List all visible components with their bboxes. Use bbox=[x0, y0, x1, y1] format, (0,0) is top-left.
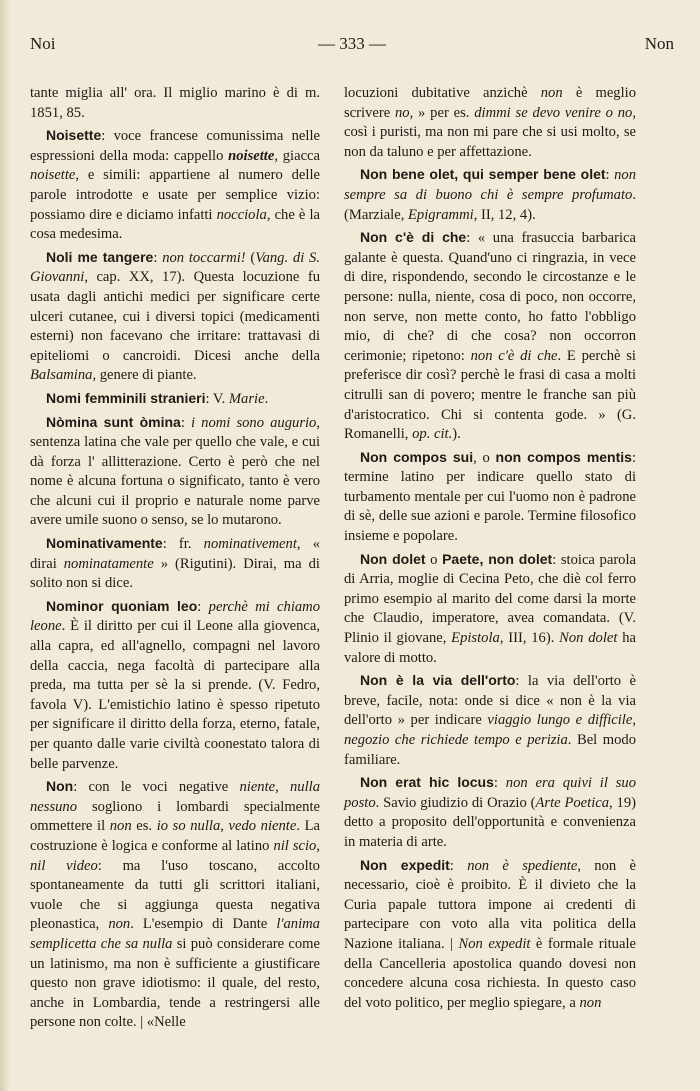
entry-text: è meglio scrivere bbox=[344, 85, 636, 121]
entry-text: Non dolet bbox=[559, 630, 618, 647]
entry-text: noisette bbox=[228, 147, 275, 164]
entry-text: : fr. bbox=[162, 536, 204, 553]
entry-headword: Non c'è di che bbox=[360, 229, 467, 246]
entry-text: : bbox=[605, 167, 615, 184]
entry-text: : con le voci negative bbox=[73, 779, 240, 796]
page-number: — 333 — bbox=[318, 34, 386, 53]
entry-text: es. bbox=[131, 818, 157, 835]
entry-text: : bbox=[493, 775, 506, 792]
entry-headword: Non bene olet, qui semper bene olet bbox=[360, 166, 606, 183]
entry-text: » (Rigutini). Dirai, ma di solito non si dice. bbox=[30, 555, 320, 592]
dictionary-entry-non bbox=[30, 777, 320, 1033]
entry-text: perchè mi chiamo leone bbox=[30, 598, 321, 635]
entry-text: non bbox=[540, 85, 563, 101]
entry-text: op. cit. bbox=[412, 426, 453, 443]
entry-text: i nomi sono augurio bbox=[191, 414, 317, 431]
entry-text: . L'esempio di Dante bbox=[130, 916, 277, 933]
entry-text: , non è necessario, cioè è proibito. È il divieto che la Curia papale tuttora impone ai credenti di partecipare con voto alla vita politica della Nazione italiana. | bbox=[344, 857, 636, 952]
entry-text: o bbox=[425, 551, 443, 568]
entry-text: nil video bbox=[30, 857, 98, 874]
entry-text: Arte Poetica bbox=[535, 794, 610, 811]
entry-text: , bbox=[316, 837, 320, 854]
entry-text: , bbox=[275, 779, 290, 796]
entry-text: nil scio bbox=[273, 837, 317, 854]
entry-text: Marie bbox=[228, 390, 265, 407]
dictionary-entry-non-e-la-via bbox=[344, 671, 636, 770]
dictionary-entry-nomina bbox=[30, 413, 320, 532]
entry-headword: Non bbox=[46, 778, 74, 795]
entry-headword: Noisette bbox=[46, 127, 102, 144]
entry-text: Epistola bbox=[451, 630, 500, 647]
dictionary-entry-non-bene-olet bbox=[344, 165, 636, 225]
entry-text: io so nulla bbox=[156, 818, 221, 835]
entry-text: : la via dell'orto è breve, facile, nota: onde si dice « non è la via dell'orto » per indicare bbox=[344, 673, 636, 729]
entry-text: si può considerare come un latinismo, ma non è sufficiente a giustificare questo non grave idiotismo: il quale, del resto, anche in Lombardia, tende a restringersi alle persone non colte. | «Nelle bbox=[30, 935, 321, 1031]
entry-headword: Non expedit bbox=[360, 856, 450, 873]
entry-text: , » per es. bbox=[409, 104, 475, 121]
entry-text: , sentenza latina che vale per quello che vale, e cui dà forza l' allitterazione. Certo è però che nel nome è alcuna fortuna o significato, tanto è vero che alcuni cui il proprio e naturale nome parve avere umile suono o senso, se lo mutarono. bbox=[30, 414, 321, 529]
entry-text: non bbox=[109, 818, 132, 835]
entry-headword: Nomi femminili stranieri bbox=[46, 389, 206, 406]
entry-text: , giacca bbox=[274, 147, 321, 164]
entry-text: l'anima semplicetta che sa nulla bbox=[30, 916, 320, 952]
entry-text: , cap. XX, 17). Questa locuzione fu usata dagli antichi medici per significare certe ulceri cutanee, cui i diversi topici (medicamenti esterni) non facevano che irritare: trattavasi di epiteliomi o cancroidi. Dicesi anche della bbox=[30, 269, 320, 364]
entry-headword: non compos mentis bbox=[495, 448, 632, 465]
entry-text: noisette bbox=[30, 167, 76, 184]
entry-text: ha valore di motto. bbox=[344, 630, 636, 666]
entry-headword: Paete, non dolet bbox=[442, 550, 553, 567]
entry-headword: Nòmina sunt òmina bbox=[46, 413, 181, 430]
entry-text: nulla nessuno bbox=[30, 779, 320, 815]
entry-headword: Nominor quoniam leo bbox=[46, 597, 198, 614]
entry-text: Epigrammi bbox=[408, 206, 474, 223]
entry-text: viaggio lungo e difficile bbox=[487, 712, 633, 729]
entry-text: Balsamina bbox=[30, 367, 93, 384]
entry-text: nocciola bbox=[216, 206, 267, 223]
dictionary-entry-noli bbox=[30, 248, 320, 386]
entry-text: , II, 12, 4). bbox=[473, 206, 536, 223]
entry-headword: Nominativamente bbox=[46, 535, 163, 552]
entry-text: , bbox=[220, 818, 229, 835]
entry-headword: Non è la via dell'orto bbox=[360, 672, 516, 689]
entry-text: ). bbox=[452, 426, 461, 443]
entry-text: , 19) detto a proposito dell'opportunità e convenienza in materia di arte. bbox=[344, 794, 636, 850]
entry-text: : voce francese comunissima nelle espressioni della moda: cappello bbox=[30, 128, 320, 164]
dictionary-entry-nomi bbox=[30, 389, 320, 410]
entry-text: no bbox=[395, 104, 410, 121]
entry-text: niente bbox=[239, 779, 276, 796]
dictionary-entry-non-ce-di-che bbox=[344, 228, 636, 445]
entry-text: non c'è di che bbox=[470, 347, 558, 364]
entry-text: ( bbox=[245, 249, 256, 266]
entry-text: non è spediente bbox=[467, 857, 578, 874]
entry-text: non toccarmi! bbox=[162, 249, 246, 266]
entry-text: è formale rituale della Cancelleria apostolica quando dovesi non concedere alcuna cosa richiesta. In questo caso del voto politico, per meglio spiegare, a bbox=[344, 935, 636, 1011]
entry-text: nominativement bbox=[203, 536, 297, 553]
running-head-right: Non bbox=[644, 34, 674, 53]
entry-text: : ma l'uso toscano, accolto spontaneamente da tutti gli scrittori italiani, vuole che si aggiunga questa negativa pleonastica, bbox=[30, 857, 320, 933]
entry-text: , o bbox=[473, 449, 496, 466]
entry-headword: Non dolet bbox=[360, 550, 426, 567]
entry-text: nominatamente bbox=[63, 555, 154, 572]
entry-text: : bbox=[449, 857, 468, 874]
dictionary-entry-non-compos bbox=[344, 448, 636, 547]
entry-headword: Non compos sui bbox=[360, 448, 474, 465]
dictionary-entry-non-erat bbox=[344, 773, 636, 852]
entry-text: , « dirai bbox=[30, 536, 321, 572]
entry-headword: Noli me tangere bbox=[46, 248, 154, 265]
dictionary-entry-non-dolet bbox=[344, 550, 636, 669]
dictionary-entry-non-expedit bbox=[344, 856, 636, 1014]
dictionary-entry-noisette bbox=[30, 126, 320, 245]
entry-text: . bbox=[264, 390, 269, 407]
entry-text: , III, 16). bbox=[499, 630, 560, 647]
dictionary-entry-cont bbox=[30, 84, 320, 123]
entry-text: Vang. di S. Giovanni bbox=[30, 249, 321, 286]
entry-text: locuzioni dubitative anzichè bbox=[344, 85, 541, 101]
entry-text: : bbox=[153, 249, 163, 266]
right-column bbox=[344, 84, 636, 1016]
entry-text: : bbox=[197, 598, 209, 615]
entry-text: . Bel modo familiare. bbox=[344, 732, 636, 768]
entry-text: : termine latino per indicare quello stato di turbamento mentale per cui l'uomo non è padrone di sè, delle sue azioni e parole. Termine filosofico insieme e popolare. bbox=[344, 449, 637, 545]
entry-text: non sempre sa di buono chi è sempre profumato bbox=[344, 167, 637, 203]
entry-text: sogliono i lombardi specialmente ommettere il bbox=[30, 798, 320, 835]
entry-text: , e simili: appartiene al numero delle parole introdotte e usate per semplice vizio: possiamo dire e diciamo infatti bbox=[30, 167, 320, 223]
dictionary-entry-cont2 bbox=[344, 84, 636, 162]
page-edge bbox=[0, 0, 10, 1091]
entry-text: , bbox=[632, 712, 636, 729]
entry-text: . Savio giudizio di Orazio ( bbox=[375, 794, 536, 811]
entry-text: : stoica parola di Arria, moglie di Cecina Peto, che diè col ferro primo esempio al marito del come darsi la morte che Claudio, imperatore, avea comandata. (V. Plinio il giovane, bbox=[344, 551, 637, 647]
entry-text: non bbox=[579, 994, 602, 1011]
dictionary-entry-nominor bbox=[30, 597, 320, 774]
entry-text: . E perchè si preferisce dir così? perchè le frasi di casa a molti citrulli san di povero; mentre le franche san più d'aristocratico. Chi si contenta gode. » (G. Romanelli, bbox=[344, 347, 636, 443]
entry-text: Non expedit bbox=[458, 935, 531, 952]
entry-text: non bbox=[108, 916, 131, 933]
entry-text: non era quivi il suo posto bbox=[344, 775, 637, 811]
entry-headword: Non erat hic locus bbox=[360, 774, 494, 791]
entry-text: , che è la cosa medesima. bbox=[30, 206, 320, 243]
entry-text: : V. bbox=[205, 390, 229, 407]
dictionary-entry-nominativamente bbox=[30, 534, 320, 594]
entry-text: . È il diritto per cui il Leone alla giovenca, alla capra, ed all'agnello, compagni nel lavoro della caccia, nega facoltà di partecipare alla preda, ma tutta per sè la si prende. (V. Fedro, favola V). L'emistichio latino è spesso ripetuto per significare il diritto della forza, eterno, fatale, per quanto dalle varie civiltà coonestato talora di belle parvenze. bbox=[30, 618, 320, 772]
entry-text: vedo niente bbox=[228, 818, 297, 835]
entry-text: . La costruzione è logica e conforme al latino bbox=[30, 818, 320, 854]
entry-text: , genere di piante. bbox=[92, 367, 197, 384]
left-column bbox=[30, 84, 320, 1036]
running-head bbox=[30, 34, 674, 56]
entry-text: . (Marziale, bbox=[344, 186, 636, 223]
entry-text: : « una frasuccia barbarica galante è questa. Quand'uno ci ringrazia, in vece di dire, rispondendo, secondo le circostanze e le persone: nulla, niente, cosa di poco, non occorre, non serve, non mette conto, ho fatto l'obbligo mio, di che? di che cosa? non occorron cerimonie; ripetono: bbox=[344, 230, 636, 364]
entry-text: negozio che richiede tempo e perizia bbox=[344, 732, 568, 748]
running-head-left: Noi bbox=[30, 34, 56, 53]
entry-text: tante miglia all' ora. Il miglio marino è di m. 1851, 85. bbox=[30, 85, 320, 121]
entry-text: , così i puristi, ma non mi pare che si usi molto, se non da taluno e per affettazione. bbox=[344, 104, 636, 160]
entry-text: : bbox=[180, 414, 191, 431]
entry-text: dimmi se devo venire o no bbox=[474, 104, 633, 121]
